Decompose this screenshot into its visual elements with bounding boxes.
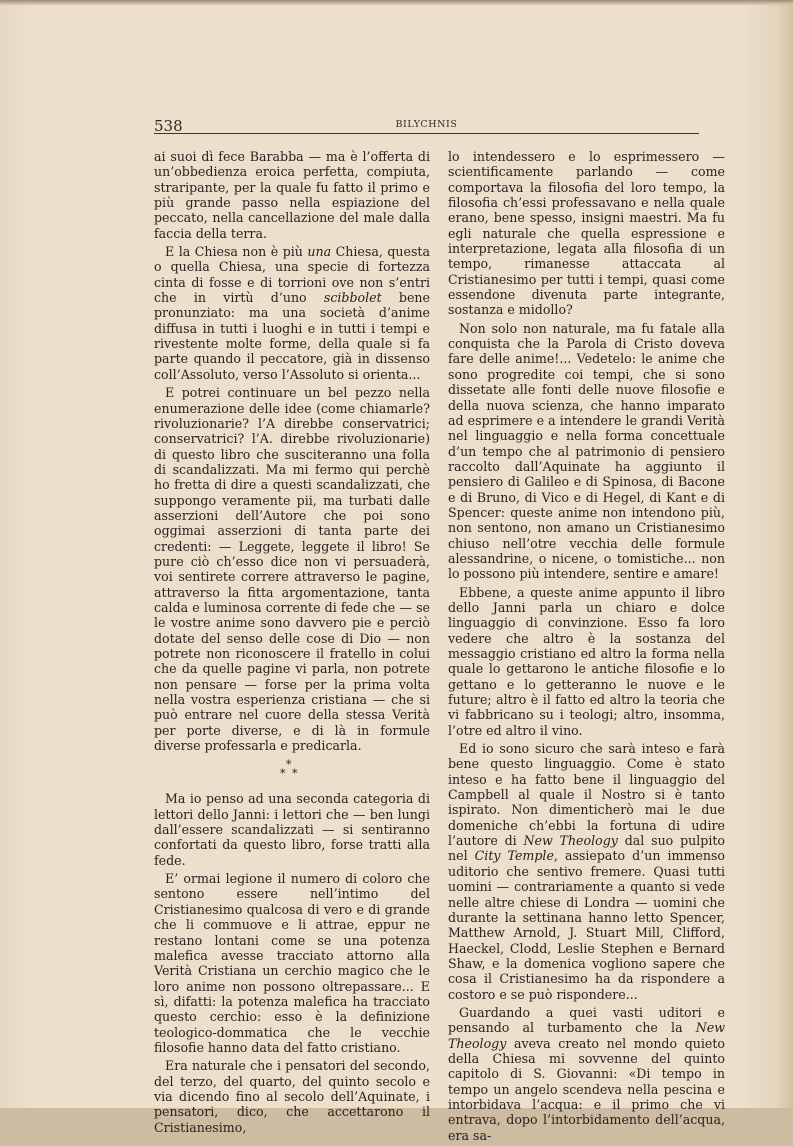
continued-paragraph bbox=[448, 149, 725, 318]
paragraph bbox=[154, 1058, 430, 1135]
italic-text: New Theology bbox=[448, 1020, 725, 1051]
italic-text: City Temple bbox=[474, 848, 554, 864]
text-run: Non solo non naturale, ma fu fatale alla conquista che la Parola di Cristo doveva fare delle anime!... Vedetelo: le anime che sono progredite coi tempi, che si sono dissetate alle fonti delle nuove filosofie e della nuova scienza, che hanno imparato ad esprimere e a intendere le grandi Verità nel linguaggio e nella forma concettuale d’un tempo che al patrimonio di pensiero raccolto dall’Aquinate ha aggiunto il pensiero di Galileo e di Spinosa, di Bacone e di Bruno, di Vico e di Hegel, di Kant e di Spencer: queste anime non intendono più, non sentono, non amano un Cristianesimo chiuso nell’otre vecchia delle formule alessandrine, o nicene, o tomistiche... non lo possono più intendere, sentire e amare! bbox=[448, 320, 725, 582]
paragraph bbox=[448, 585, 725, 738]
paragraph bbox=[154, 871, 430, 1055]
text-run: E la Chiesa non è più bbox=[165, 244, 308, 260]
paragraph bbox=[448, 321, 725, 582]
continued-paragraph bbox=[154, 149, 430, 241]
text-run: Ma io penso ad una seconda categoria di lettori dello Janni: i lettori che — ben lungi dall’essere scandalizzati — si sentiranno confortati da questo libro, forse tratti alla fede. bbox=[154, 791, 430, 868]
paragraph bbox=[154, 791, 430, 868]
text-run: aveva creato nel mondo quieto della Chiesa mi sovvenne del quinto capitolo di S. Giovanni: «Di tempo in tempo un angelo scendeva nella pescina e intorbidava l’acqua: e il primo che vi entrava, dopo l’intorbidamento dell’acqua, era sa- bbox=[448, 1035, 725, 1143]
text-run: Guardando a quei vasti uditori e pensando al turbamento che la bbox=[448, 1004, 725, 1036]
text-run: bene pronunziato: ma una società d’anime diffusa in tutti i luoghi e in tutti i tempi e rivestente molte forme, della quale si fa parte quando il peccatore, già in dissenso coll’Assoluto, verso l’Assoluto si orienta... bbox=[154, 290, 430, 382]
page-number: 538 bbox=[154, 117, 183, 135]
asterism-star: * bbox=[286, 758, 292, 772]
page-top-edge bbox=[0, 0, 793, 6]
text-run: , assiepato d’un immenso uditorio che sentivo fremere. Quasi tutti uomini — contrariamente a quanto si vede nelle altre chiese di Londra — uomini che durante la settinana hanno letto Spencer, Matthew Arnold, J. Stuart Mill, Clifford, Haeckel, Clodd, Leslie Stephen e Bernard Shaw, e la domenica vogliono sapere che cosa il Cristianesimo ha da rispondere a costoro e se può rispondere... bbox=[448, 848, 725, 1002]
italic-text: New Theology bbox=[523, 833, 618, 849]
paragraph bbox=[448, 1005, 725, 1143]
text-run: E’ ormai legione il numero di coloro che sentono essere nell’intimo del Cristianesimo qualcosa di vero e di grande che li commuove e li attrae, eppur ne restano lontani come se una potenza malefica avesse tracciato attorno alla Verità Cristiana un cerchio magico che le loro anime non possono oltrepassare... E sì, difatti: la potenza malefica ha tracciato questo cerchio: esso è la definizione teologico-dommatica che le vecchie filosofie hanno data del fatto cristiano. bbox=[154, 871, 430, 1055]
italic-text: scibbolet bbox=[323, 290, 382, 306]
text-run: E potrei continuare un bel pezzo nella enumerazione delle idee (come chiamarle? rivoluzionarie? l’A direbbe conservatrici; conservatrici? l’A. direbbe rivoluzionarie) di questo libro che susciteranno una folla di scandalizzati. Ma mi fermo qui perchè ho fretta di dire a questi scandalizzati, che suppongo veramente pii, ma turbati dalle asserzioni dell’Autore che poi sono oggimai asserzioni di tanta parte dei credenti: — Leggete, leggete il libro! Se pure ciò ch’esso dice non vi persuaderà, voi sentirete correre attraverso le pagine, attraverso la fitta argomentazione, tanta calda e luminosa corrente di fede che — se le vostre anime sono davvero pie e perciò dotate del senso delle cose di Dio — non potrete non riconoscere il fratello in colui che da quelle pagine vi parla, non potrete non pensare — forse per la prima volta nella vostra esperienza cristiana — che si può entrare nel cuore della stessa Verità per porte diverse, e di là in formule diverse professarla e predicarla. bbox=[154, 385, 430, 754]
paragraph bbox=[154, 385, 430, 753]
text-run: Chiesa, questa o quella Chiesa, una specie di fortezza cinta di fosse e di torrioni ove non s’entri che in virtù d’uno bbox=[154, 244, 431, 306]
paragraph bbox=[154, 244, 430, 382]
running-title: BILYCHNIS bbox=[395, 119, 458, 130]
section-asterism bbox=[154, 759, 430, 785]
text-run: Ebbene, a queste anime appunto il libro dello Janni parla un chiaro e dolce linguaggio di convinzione. Esso fa loro vedere che altro è la sostanza del messaggio cristiano ed altro la forma nella quale lo gettarono le antiche filosofie e lo gettano e lo getteranno le nuove e le future; altro è il fatto ed altro la teoria che vi fabbricano su i teologi; altro, insomma, l’otre ed altro il vino. bbox=[448, 584, 725, 738]
text-run: lo intendessero e lo esprimessero — scientificamente parlando — come comportava la filosofia del loro tempo, la filosofia ch’essi professavano e nella quale erano, bene spesso, insigni maestri. Ma fu egli naturale che quella espressione e interpretazione, legata alla filosofia di un tempo, rimanesse attaccata al Cristianesimo per tutti i tempi, quasi come essendone divenuta parte integrante, sostanza e midollo? bbox=[448, 149, 725, 318]
text-run: Era naturale che i pensatori del secondo, del terzo, del quarto, del quinto secolo e via dicendo fino al secolo dell’Aquinate, i pensatori, dico, che accettarono il Cristianesimo, bbox=[154, 1058, 430, 1135]
paragraph bbox=[448, 741, 725, 1002]
header-rule bbox=[154, 133, 699, 134]
italic-text: una bbox=[307, 244, 332, 260]
text-run: ai suoi dì fece Barabba — ma è l’offerta di un’obbedienza eroica perfetta, compiuta, straripante, per la quale fu fatto il primo e più grande passo nella espiazione del peccato, nella cancellazione del male dalla faccia della terra. bbox=[154, 149, 430, 241]
text-run: dal suo pulpito nel bbox=[448, 833, 726, 864]
text-run: Ed io sono sicuro che sarà inteso e farà bene questo linguaggio. Come è stato inteso e ha fatto bene il linguaggio del Campbell al quale il Nostro si è tanto ispirato. Non dimenticherò mai le due domeniche ch’ebbi la fortuna di udire l’autore di bbox=[448, 741, 725, 849]
left-text-column bbox=[154, 149, 430, 1138]
asterism-star: * bbox=[292, 767, 298, 781]
right-text-column bbox=[448, 149, 725, 1146]
asterism-star: * bbox=[280, 767, 286, 781]
